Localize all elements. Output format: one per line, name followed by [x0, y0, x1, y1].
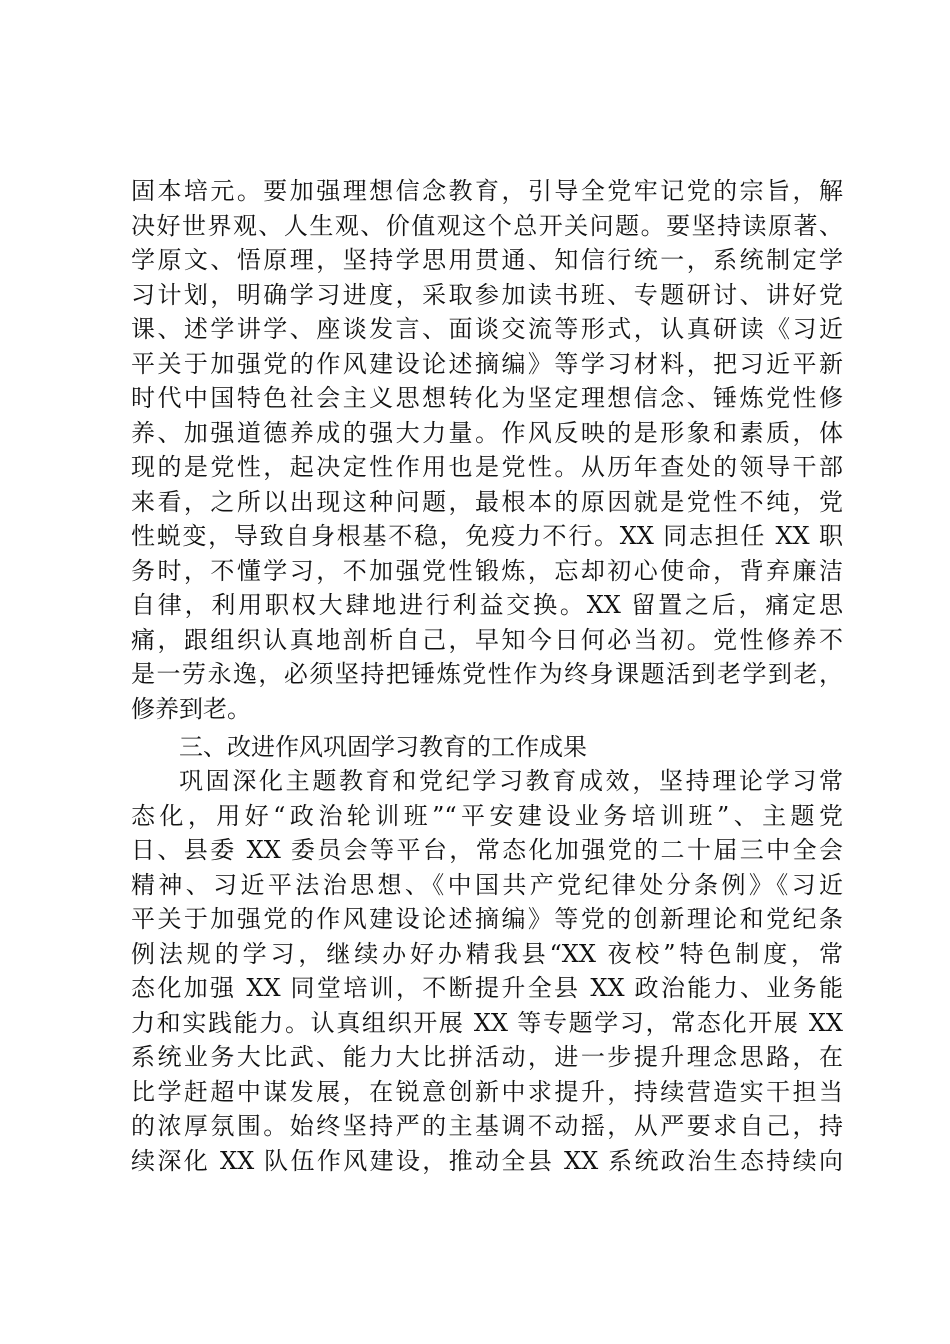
- paragraph-line: 平关于加强党的作风建设论述摘编》等学习材料，把习近平新: [131, 349, 843, 378]
- paragraph-line: 务时，不懂学习，不加强党性锻炼，忘却初心使命，背弃廉洁: [131, 556, 843, 585]
- paragraph-line: 学原文、悟原理，坚持学思用贯通、知信行统一，系统制定学: [131, 246, 843, 274]
- paragraph-line: 平关于加强党的作风建设论述摘编》等党的创新理论和党纪条: [131, 905, 843, 933]
- paragraph-line: 态化，用好“政治轮训班”“平安建设业务培训班”、主题党: [131, 801, 843, 830]
- paragraph-line: 课、述学讲学、座谈发言、面谈交流等形式，认真研读《习近: [131, 315, 843, 343]
- paragraph-line: 巩固深化主题教育和党纪学习教育成效，坚持理论学习常: [179, 767, 843, 795]
- paragraph-line: 自律，利用职权大肆地进行利益交换。XX 留置之后，痛定思: [131, 591, 843, 619]
- paragraph-line: 系统业务大比武、能力大比拼活动，进一步提升理念思路，在: [131, 1043, 843, 1071]
- paragraph-line: 时代中国特色社会主义思想转化为坚定理想信念、锤炼党性修: [131, 384, 843, 412]
- paragraph-line: 比学赶超中谋发展，在锐意创新中求提升，持续营造实干担当: [131, 1077, 843, 1106]
- paragraph-line: 续深化 XX 队伍作风建设，推动全县 XX 系统政治生态持续向: [131, 1146, 843, 1175]
- paragraph-line: 来看，之所以出现这种问题，最根本的原因就是党性不纯，党: [131, 487, 843, 516]
- paragraph-line: 修养到老。: [131, 694, 251, 723]
- paragraph-line: 性蜕变，导致自身根基不稳，免疫力不行。XX 同志担任 XX 职: [131, 522, 843, 550]
- paragraph-line: 力和实践能力。认真组织开展 XX 等专题学习，常态化开展 XX: [131, 1008, 843, 1037]
- paragraph-line: 态化加强 XX 同堂培训，不断提升全县 XX 政治能力、业务能: [131, 974, 843, 1002]
- paragraph-line: 日、县委 XX 委员会等平台，常态化加强党的二十届三中全会: [131, 836, 843, 864]
- paragraph-line: 精神、习近平法治思想、《中国共产党纪律处分条例》《习近: [131, 870, 843, 899]
- paragraph-line: 是一劳永逸，必须坚持把锤炼党性作为终身课题活到老学到老，: [131, 660, 843, 688]
- paragraph-line: 痛，跟组织认真地剖析自己，早知今日何必当初。党性修养不: [131, 625, 843, 654]
- section-heading: 三、改进作风巩固学习教育的工作成果: [179, 733, 587, 761]
- paragraph-line: 现的是党性，起决定性作用也是党性。从历年查处的领导干部: [131, 453, 843, 481]
- paragraph-line: 决好世界观、人生观、价值观这个总开关问题。要坚持读原著、: [131, 211, 843, 240]
- paragraph-section-3: [131, 764, 843, 1178]
- paragraph-continued: [131, 174, 843, 726]
- paragraph-line: 例法规的学习，继续办好办精我县“XX 夜校”特色制度，常: [131, 939, 843, 968]
- paragraph-line: 固本培元。要加强理想信念教育，引导全党牢记党的宗旨，解: [131, 177, 843, 205]
- paragraph-line: 习计划，明确学习进度，采取参加读书班、专题研讨、讲好党: [131, 280, 843, 309]
- paragraph-line: 养、加强道德养成的强大力量。作风反映的是形象和素质，体: [131, 418, 843, 447]
- section-heading-block: [131, 730, 843, 765]
- paragraph-line: 的浓厚氛围。始终坚持严的主基调不动摇，从严要求自己，持: [131, 1112, 843, 1140]
